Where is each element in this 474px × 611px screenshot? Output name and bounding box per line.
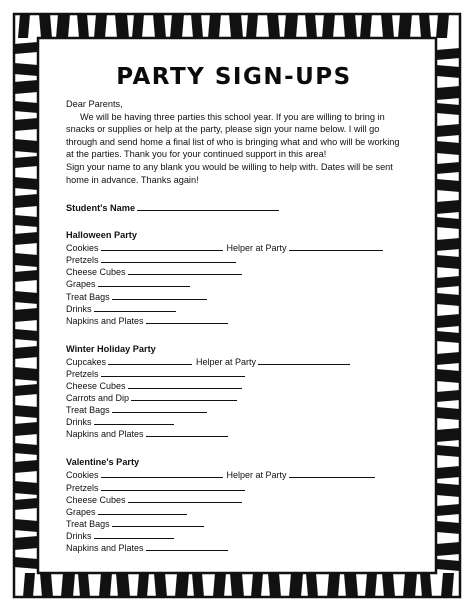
- sign-up-row: [66, 404, 402, 416]
- item-label: Drinks: [66, 530, 92, 541]
- sign-up-row: [66, 242, 402, 254]
- item-label: Napkins and Plates: [66, 543, 144, 554]
- sign-up-row: [66, 416, 402, 428]
- sign-up-row: [66, 380, 402, 392]
- item-signup-blank[interactable]: [128, 494, 242, 503]
- sign-up-row: [66, 278, 402, 290]
- helper-signup-blank[interactable]: [289, 469, 375, 478]
- item-signup-blank[interactable]: [128, 266, 242, 275]
- item-label: Drinks: [66, 417, 92, 428]
- helper-label: Helper at Party: [226, 470, 287, 481]
- item-label: Cookies: [66, 243, 99, 254]
- item-label: Pretzels: [66, 255, 99, 266]
- sign-up-row: [66, 392, 402, 404]
- party-section-title: Winter Holiday Party: [66, 343, 156, 354]
- sign-up-row: [66, 356, 402, 368]
- party-section: [66, 230, 402, 327]
- item-label: Cookies: [66, 470, 99, 481]
- intro-paragraph: We will be having three parties this school year. If you are willing to bring in snacks or supplies or help at the party, please sign your name below. I will go through and send home a final list of who is bringing what and who will be working at the parties. Thank you for your continued support in this area!: [66, 111, 400, 160]
- item-signup-blank[interactable]: [146, 542, 228, 551]
- item-label: Carrots and Dip: [66, 393, 130, 404]
- letter-body: [66, 64, 402, 554]
- party-section-title: Valentine's Party: [66, 457, 140, 468]
- sign-up-row: [66, 530, 402, 542]
- item-label: Grapes: [66, 279, 96, 290]
- item-signup-blank[interactable]: [94, 530, 174, 539]
- item-signup-blank[interactable]: [98, 506, 187, 515]
- sign-up-row: [66, 469, 402, 481]
- instructions-paragraph: Sign your name to any blank you would be willing to help with. Dates will be sent home in advance. Thanks again!: [66, 161, 393, 185]
- sign-up-row: [66, 494, 402, 506]
- helper-signup-blank[interactable]: [258, 356, 350, 365]
- item-signup-blank[interactable]: [112, 291, 207, 300]
- sign-up-row: [66, 518, 402, 530]
- student-name-blank[interactable]: [137, 202, 279, 211]
- item-label: Cheese Cubes: [66, 381, 126, 391]
- item-label: Cheese Cubes: [66, 267, 126, 278]
- item-signup-blank[interactable]: [108, 356, 192, 365]
- item-label: Pretzels: [66, 482, 99, 493]
- party-section: [66, 457, 402, 554]
- item-signup-blank[interactable]: [112, 404, 207, 413]
- student-name-label: Student's Name: [66, 203, 136, 214]
- sign-up-row: [66, 291, 402, 303]
- item-label: Napkins and Plates: [66, 429, 144, 440]
- item-label: Treat Bags: [66, 291, 110, 302]
- item-signup-blank[interactable]: [131, 392, 237, 401]
- item-signup-blank[interactable]: [112, 518, 204, 527]
- sign-up-row: [66, 506, 402, 518]
- item-signup-blank[interactable]: [98, 278, 190, 287]
- sign-up-row: [66, 482, 402, 494]
- item-label: Treat Bags: [66, 405, 110, 416]
- helper-label: Helper at Party: [226, 243, 287, 254]
- item-label: Cupcakes: [66, 356, 107, 367]
- helper-signup-blank[interactable]: [289, 242, 383, 251]
- sign-up-row: [66, 254, 402, 266]
- item-signup-blank[interactable]: [146, 315, 228, 324]
- sign-up-row: [66, 368, 402, 380]
- greeting: Dear Parents,: [66, 99, 123, 109]
- item-signup-blank[interactable]: [101, 368, 245, 377]
- item-label: Drinks: [66, 303, 92, 314]
- sign-up-row: [66, 428, 402, 440]
- party-section-title: Halloween Party: [66, 230, 137, 241]
- student-name-row: [66, 202, 402, 213]
- item-label: Napkins and Plates: [66, 315, 144, 326]
- item-signup-blank[interactable]: [128, 380, 242, 389]
- sign-up-row: [66, 315, 402, 327]
- item-signup-blank[interactable]: [101, 469, 223, 478]
- item-label: Cheese Cubes: [66, 494, 126, 505]
- item-signup-blank[interactable]: [94, 416, 174, 425]
- sign-up-row: [66, 303, 402, 315]
- item-label: Grapes: [66, 506, 96, 517]
- item-signup-blank[interactable]: [146, 428, 228, 437]
- party-sections: [66, 230, 402, 554]
- sign-up-row: [66, 542, 402, 554]
- item-signup-blank[interactable]: [101, 482, 245, 491]
- party-section: [66, 344, 402, 441]
- item-signup-blank[interactable]: [101, 242, 223, 251]
- item-signup-blank[interactable]: [101, 254, 236, 263]
- item-label: Treat Bags: [66, 518, 110, 529]
- item-label: Pretzels: [66, 368, 99, 379]
- helper-label: Helper at Party: [196, 356, 257, 367]
- sign-up-row: [66, 266, 402, 278]
- page-title: PARTY SIGN-UPS: [116, 64, 352, 90]
- item-signup-blank[interactable]: [94, 303, 176, 312]
